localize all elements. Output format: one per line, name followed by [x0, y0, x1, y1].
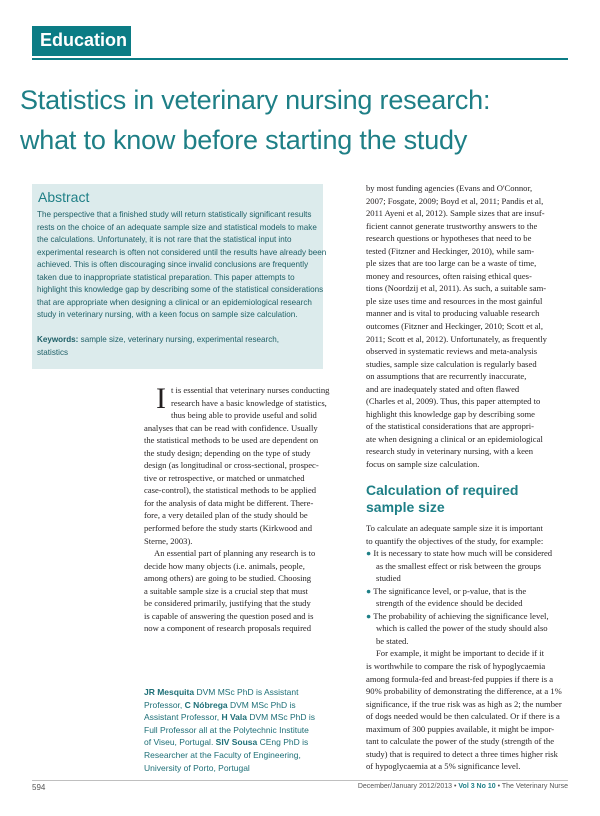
footer-volume: Vol 3 No 10 [458, 783, 496, 790]
bullet-item [366, 610, 568, 623]
body-line: tions (Noordzij et al, 2011). As such, a suitable sam- [366, 283, 547, 294]
bullet-text: which is called the power of the study should also [376, 623, 548, 634]
body-line: tant to calculate the power of the study (strength of the [366, 736, 555, 747]
author-detail: DVM MSc PhD is [227, 699, 296, 710]
body-line: now a component of research proposals required [144, 623, 312, 634]
body-line: An essential part of planning any research is to [154, 548, 316, 559]
author-detail: DVM MSc PhD is Assistant [194, 687, 299, 697]
body-line: tested (Fitzner and Heckinger, 2010), while sam- [366, 245, 535, 256]
drop-cap: I [156, 382, 166, 415]
body-line: for the analysis of data might be different. There- [144, 497, 314, 508]
body-line: of the statistical considerations that are appropri- [366, 421, 534, 432]
body-line: the study design; depending on the type of study [144, 447, 311, 458]
body-line: among formula-fed and breast-fed puppies if there is a [366, 673, 554, 684]
footer-rule [32, 780, 568, 781]
keywords [37, 334, 322, 359]
abstract-line: study in veterinary nursing, with a keen focus on sample size calculation. [37, 310, 298, 319]
body-line: significance, if the true risk was as high as 2; the number [366, 698, 562, 709]
body-line: To calculate an adequate sample size it is important [366, 523, 543, 533]
body-line: ple size uses time and resources in the most gainful [366, 295, 543, 306]
body-line: ate when designing a clinical or an epidemiological [366, 433, 543, 444]
body-line: money and resources, often raising ethical ques- [366, 270, 532, 281]
keywords-label: Keywords: [37, 335, 79, 344]
body-line: decide how many objects (i.e. animals, people, [144, 560, 305, 571]
body-line: case-control), the statistical methods to be applied [144, 485, 317, 496]
abstract-line: that are appropriate when designing a clinical or an epidemiological research [37, 297, 312, 307]
body-line: thus being able to provide useful and solid [171, 410, 317, 421]
bullet-text: studied [376, 573, 401, 584]
bullet-icon: ● [366, 548, 372, 559]
body-line: the statistical methods to be used are dependent on [144, 435, 319, 446]
bullet-item [366, 547, 568, 560]
body-line: design (as longitudinal or cross-sectional, prospec- [144, 460, 319, 471]
abstract-line: experimental research is often not considered until the results have already been [37, 247, 327, 257]
right-column-bottom [366, 522, 568, 773]
body-line: tive or retrospective, or matched or unmatched [144, 472, 305, 483]
title-line: Statistics in veterinary nursing research: [20, 85, 491, 115]
footer-journal: The Veterinary Nurse [501, 783, 568, 790]
body-line: highlight this knowledge gap by describing some [366, 408, 535, 419]
abstract-line: The perspective that a finished study will return statistically significant results [37, 210, 312, 219]
bullet-text: strength of the evidence should be decided [376, 598, 523, 609]
body-line: 2007; Fosgate, 2009; Boyd et al, 2011; Pandis et al, [366, 195, 544, 206]
author-name: H Vala [221, 712, 248, 723]
body-line: research study in veterinary nursing, with a keen [366, 446, 534, 457]
footer-date: December/January 2012/2013 [357, 783, 453, 790]
section-tab [32, 26, 131, 56]
bullet-text: be stated. [376, 635, 409, 646]
body-line: 2011; Scott et al, 2012). Unfortunately, as frequently [366, 333, 547, 344]
keywords-text: statistics [37, 347, 69, 357]
title-line: what to know before starting the study [20, 125, 468, 155]
footer-info: December/January 2012/2013 • Vol 3 No 10 • The Veterinary Nurse [357, 783, 568, 790]
heading-line: sample size [366, 499, 445, 515]
bullet-icon: ● [366, 610, 372, 621]
author-detail: Assistant Professor, [144, 712, 222, 723]
section-heading [366, 482, 518, 516]
body-line: among others) are going to be studied. Choosing [144, 573, 312, 584]
body-line: be considered primarily, justifying that the study [144, 598, 311, 609]
author-detail: Professor, [144, 699, 185, 710]
body-line: For example, it might be important to decide if it [376, 648, 545, 659]
left-column-intro [171, 384, 330, 422]
body-line: (Charles et al, 2009). Thus, this paper attempted to [366, 396, 541, 407]
author-name: C Nóbrega [184, 699, 228, 710]
body-line: focus on sample size calculation. [366, 459, 480, 470]
article-title [20, 80, 580, 160]
body-line: maximum of 300 puppies available, it might be impor- [366, 723, 555, 734]
page-number: 594 [32, 783, 46, 792]
body-line: is worthwhile to compare the risk of hypoglycaemia [366, 661, 546, 672]
abstract-text [37, 209, 327, 322]
section-label: Education [40, 30, 128, 50]
body-line: fore, a very detailed plan of the study should be [144, 510, 308, 521]
body-line: ple sizes that are too large can be a waste of time, [366, 258, 537, 269]
author-detail: of Viseu, Portugal. [144, 737, 216, 748]
body-line: is capable of answering the question posed and is [144, 610, 314, 621]
abstract-line: achieved. This is often discouraging since invalid conclusions are frequently [37, 260, 309, 269]
author-detail: DVM MSc PhD is [247, 712, 316, 723]
author-name: JR Mesquita [144, 687, 195, 697]
body-line: Sterne, 2003). [144, 535, 193, 546]
abstract-line: rests on the choice of an adequate sample size and statistical models to make [37, 222, 317, 232]
body-line: to quantify the objectives of the study, for example: [366, 535, 544, 546]
bullet-text: as the smallest effect or risk between the groups [376, 560, 541, 571]
abstract-line: highlight this knowledge gap by describing some of the statistical considerations [37, 285, 324, 294]
header-rule [32, 58, 568, 60]
body-line: t is essential that veterinary nurses conducting [171, 385, 330, 395]
bullet-text: The probability of achieving the significance level, [373, 610, 549, 621]
bullet-text: The significance level, or p-value, that is the [373, 585, 527, 596]
body-line: 90% probability of demonstrating the difference, at a 1% [366, 686, 562, 697]
author-detail: CEng PhD is [257, 737, 309, 748]
abstract-line: the calculations. Unfortunately, it is not rare that the statistical input into [37, 235, 292, 244]
author-detail: Full Professor all at the Polytechnic Institute [144, 724, 309, 735]
author-detail: University of Porto, Portugal [144, 762, 250, 773]
body-line: research questions or hypotheses that need to be [366, 233, 532, 244]
left-column [144, 422, 326, 635]
author-name: SIV Sousa [215, 737, 258, 748]
body-line: manner and is vital to producing valuable research [366, 308, 540, 319]
body-line: and are inadequately stated and often flawed [366, 383, 520, 394]
keywords-text: sample size, veterinary nursing, experimental research, [80, 335, 280, 344]
body-line: study) that is required to detect a three times higher risk [366, 748, 558, 759]
abstract-line: taken due to inappropriate statistical preparation. This paper attempts to [37, 272, 295, 282]
right-column-top [366, 182, 568, 471]
body-line: a suitable sample size is a crucial step that must [144, 585, 308, 596]
body-line: ficient cannot generate trustworthy answers to the [366, 220, 538, 231]
body-line: of hypoglycaemia at a 5% significance level. [366, 761, 521, 772]
body-line: 2011 Ayeni et al, 2012). Sample sizes that are insuf- [366, 208, 545, 219]
body-line: studies, sample size calculation is regularly based [366, 358, 537, 369]
abstract-heading: Abstract [38, 189, 90, 205]
body-line: outcomes (Fitzner and Heckinger, 2010; Scott et al, [366, 321, 543, 332]
heading-line: Calculation of required [366, 482, 519, 498]
body-line: by most funding agencies (Evans and O'Connor, [366, 183, 533, 193]
body-line: on assumptions that are recurrently inaccurate, [366, 371, 527, 382]
body-line: research have a basic knowledge of statistics, [171, 397, 327, 408]
body-line: performed before the study starts (Kirkwood and [144, 522, 313, 533]
body-line: observed in systematic reviews and meta-analysis [366, 346, 538, 357]
bullet-icon: ● [366, 585, 372, 596]
author-bio [144, 686, 320, 774]
body-line: of dogs needed would be then calculated. Or if there is a [366, 711, 560, 722]
body-line: analyses that can be read with confidence. Usually [144, 422, 318, 433]
author-detail: Researcher at the Faculty of Engineering, [144, 749, 301, 760]
bullet-text: It is necessary to state how much will be considered [373, 548, 553, 559]
bullet-item [366, 585, 568, 598]
